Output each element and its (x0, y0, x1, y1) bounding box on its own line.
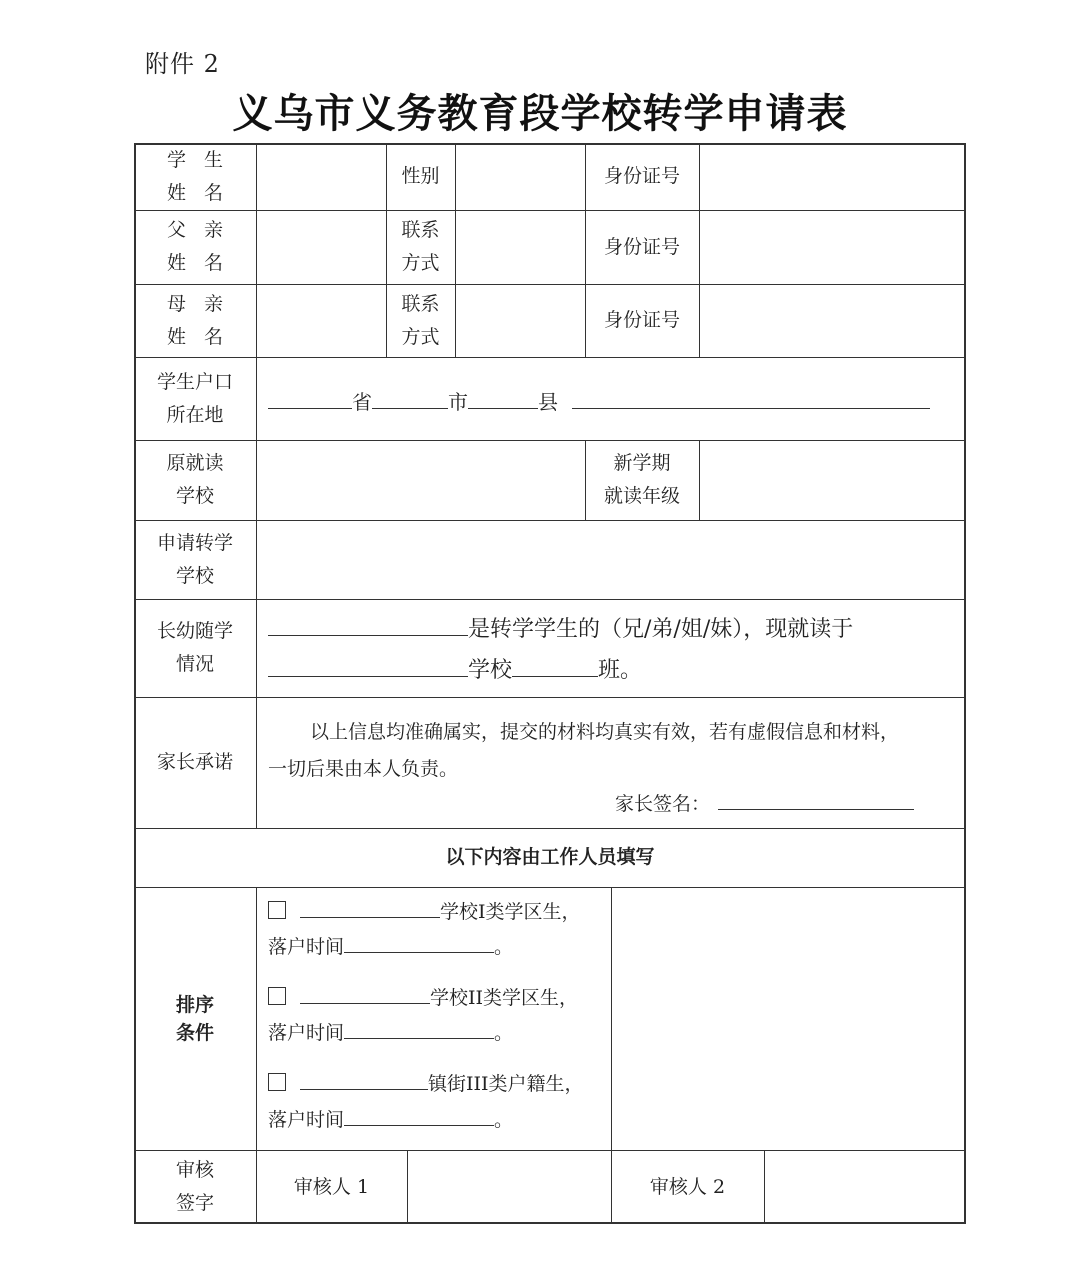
student-id-label: 身份证号 (603, 165, 680, 187)
parent-promise-label: 家长承诺 (156, 751, 233, 773)
sibling-name-blank[interactable] (268, 617, 468, 636)
father-name-label: 父亲 姓名 (166, 219, 241, 274)
row-divider (134, 284, 966, 285)
father-contact-label: 联系 方式 (401, 219, 440, 274)
row-divider (134, 357, 966, 358)
sibling-class-blank[interactable] (512, 658, 598, 677)
column-divider (455, 143, 456, 357)
ranking-conditions-label: 排序 条件 (175, 993, 214, 1044)
sibling-line-1: 是转学学生的（兄/弟/姐/妹），现就读于 (268, 616, 853, 644)
county-blank[interactable] (468, 390, 538, 409)
father-id-label: 身份证号 (603, 235, 680, 258)
mother-name-label: 母亲 姓名 (166, 292, 241, 348)
ranking-option-3-time: 落户时间 。 (268, 1109, 514, 1131)
column-divider (407, 1150, 408, 1224)
new-term-grade-label: 新学期 就读年级 (603, 452, 680, 507)
ranking-option-1-time: 落户时间 。 (268, 936, 514, 958)
option-2-time-blank[interactable] (344, 1020, 494, 1039)
checkbox-icon[interactable] (268, 1073, 286, 1091)
row-divider (134, 440, 966, 441)
column-divider (764, 1150, 765, 1224)
province-blank[interactable] (268, 390, 352, 409)
form-title: 义乌市义务教育段学校转学申请表 (232, 91, 848, 137)
original-school-label: 原就读 学校 (166, 452, 224, 507)
checkbox-icon[interactable] (268, 901, 286, 919)
column-divider (256, 143, 257, 828)
gender-label: 性别 (401, 165, 440, 187)
column-divider (611, 887, 612, 1150)
mother-contact-label: 联系 方式 (401, 292, 440, 348)
option-1-school-blank[interactable] (300, 899, 440, 918)
sibling-line-2: 学校 班。 (268, 657, 642, 685)
promise-text-line-2: 一切后果由本人负责。 (268, 758, 459, 780)
option-3-time-blank[interactable] (344, 1107, 494, 1126)
parent-signature-blank[interactable] (718, 791, 914, 810)
ranking-option-3: 镇街III类户籍生， (268, 1070, 584, 1098)
column-divider (699, 440, 700, 520)
city-blank[interactable] (372, 390, 448, 409)
sibling-label: 长幼随学 情况 (156, 620, 233, 675)
address-detail-blank[interactable] (572, 390, 930, 409)
student-name-label: 学生 姓名 (166, 148, 241, 204)
sibling-school-blank[interactable] (268, 658, 468, 677)
option-1-time-blank[interactable] (344, 934, 494, 953)
reviewer-2-label: 审核人 2 (649, 1175, 726, 1198)
mother-id-label: 身份证号 (603, 309, 680, 331)
household-label: 学生户口 所在地 (156, 370, 233, 426)
staff-section-heading: 以下内容由工作人员填写 (445, 846, 655, 868)
attachment-label: 附件 2 (145, 50, 220, 78)
ranking-option-2: 学校II类学区生， (268, 984, 578, 1012)
checkbox-icon[interactable] (268, 987, 286, 1005)
row-divider (134, 887, 966, 888)
row-divider (134, 210, 966, 211)
review-signature-label: 审核 签字 (175, 1159, 214, 1214)
row-divider (134, 697, 966, 698)
row-divider (134, 599, 966, 600)
household-address-line: 省 市 县 (268, 388, 930, 416)
option-2-school-blank[interactable] (300, 985, 430, 1004)
option-3-district-blank[interactable] (300, 1071, 428, 1090)
ranking-option-2-time: 落户时间 。 (268, 1022, 514, 1044)
row-divider (134, 520, 966, 521)
ranking-option-1: 学校I类学区生， (268, 898, 581, 926)
promise-text-line-1: 以上信息均准确属实，提交的材料均真实有效，若有虚假信息和材料， (310, 721, 900, 743)
apply-school-label: 申请转学 学校 (156, 531, 233, 587)
parent-signature: 家长签名： (615, 790, 914, 818)
reviewer-1-label: 审核人 1 (293, 1175, 370, 1198)
column-divider (699, 143, 700, 357)
